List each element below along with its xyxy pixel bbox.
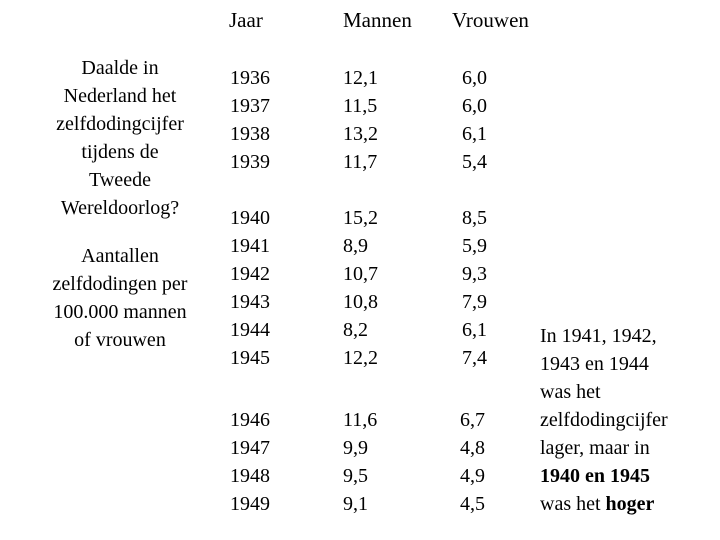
question-line: Tweede bbox=[89, 169, 151, 191]
question-text bbox=[28, 54, 212, 222]
men-cell: 13,2 bbox=[343, 123, 378, 145]
note-bold-hoger: hoger bbox=[605, 493, 655, 515]
year-cell: 1942 bbox=[230, 263, 270, 285]
women-cell: 4,9 bbox=[460, 465, 485, 487]
question-line: tijdens de bbox=[81, 141, 159, 163]
men-cell: 11,7 bbox=[343, 151, 378, 173]
women-cell: 9,3 bbox=[462, 263, 487, 285]
caption-line: 100.000 mannen bbox=[53, 301, 187, 323]
men-cell: 15,2 bbox=[343, 207, 378, 229]
question-line: Wereldoorlog? bbox=[60, 197, 180, 219]
women-cell: 8,5 bbox=[462, 207, 487, 229]
women-cell: 7,9 bbox=[462, 291, 487, 313]
men-cell: 12,1 bbox=[343, 67, 378, 89]
year-cell: 1936 bbox=[230, 67, 270, 89]
side-note bbox=[540, 322, 710, 518]
women-cell: 5,4 bbox=[462, 151, 487, 173]
women-cell: 6,0 bbox=[462, 67, 487, 89]
question-line: Nederland het bbox=[63, 85, 177, 107]
men-cell: 9,9 bbox=[343, 437, 368, 459]
question-line: Daalde in bbox=[81, 57, 159, 79]
women-group-3 bbox=[460, 406, 485, 518]
years-group-2 bbox=[230, 204, 270, 372]
men-group-2 bbox=[343, 204, 378, 372]
year-cell: 1937 bbox=[230, 95, 270, 117]
note-line: was het bbox=[540, 493, 606, 515]
men-cell: 10,7 bbox=[343, 263, 378, 285]
year-cell: 1941 bbox=[230, 235, 270, 257]
women-cell: 6,1 bbox=[462, 319, 487, 341]
years-group-3 bbox=[230, 406, 270, 518]
header-year: Jaar bbox=[229, 8, 263, 32]
men-cell: 12,2 bbox=[343, 347, 378, 369]
note-line: 1943 en 1944 bbox=[540, 353, 649, 375]
note-line: was het bbox=[540, 381, 601, 403]
women-cell: 5,9 bbox=[462, 235, 487, 257]
men-cell: 8,2 bbox=[343, 319, 368, 341]
men-cell: 11,5 bbox=[343, 95, 378, 117]
header-women: Vrouwen bbox=[452, 8, 529, 32]
women-cell: 4,5 bbox=[460, 493, 485, 515]
women-cell: 6,1 bbox=[462, 123, 487, 145]
year-cell: 1943 bbox=[230, 291, 270, 313]
men-cell: 11,6 bbox=[343, 409, 378, 431]
year-cell: 1947 bbox=[230, 437, 270, 459]
men-cell: 8,9 bbox=[343, 235, 368, 257]
year-cell: 1946 bbox=[230, 409, 270, 431]
note-line: lager, maar in bbox=[540, 437, 650, 459]
caption-line: zelfdodingen per bbox=[52, 273, 188, 295]
note-line: zelfdodingcijfer bbox=[540, 409, 668, 431]
men-cell: 9,1 bbox=[343, 493, 368, 515]
year-cell: 1940 bbox=[230, 207, 270, 229]
men-cell: 10,8 bbox=[343, 291, 378, 313]
year-cell: 1945 bbox=[230, 347, 270, 369]
women-cell: 6,0 bbox=[462, 95, 487, 117]
women-group-1 bbox=[462, 64, 487, 176]
question-line: zelfdodingcijfer bbox=[56, 113, 184, 135]
women-group-2 bbox=[462, 204, 487, 372]
men-group-1 bbox=[343, 64, 378, 176]
note-line: In 1941, 1942, bbox=[540, 325, 657, 347]
note-bold-years: 1940 en 1945 bbox=[540, 465, 650, 487]
year-cell: 1938 bbox=[230, 123, 270, 145]
years-group-1 bbox=[230, 64, 270, 176]
year-cell: 1944 bbox=[230, 319, 270, 341]
caption-line: of vrouwen bbox=[74, 329, 166, 351]
women-cell: 6,7 bbox=[460, 409, 485, 431]
caption-text bbox=[28, 242, 212, 354]
year-cell: 1948 bbox=[230, 465, 270, 487]
header-men: Mannen bbox=[343, 8, 412, 32]
women-cell: 7,4 bbox=[462, 347, 487, 369]
year-cell: 1949 bbox=[230, 493, 270, 515]
year-cell: 1939 bbox=[230, 151, 270, 173]
caption-line: Aantallen bbox=[81, 245, 159, 267]
men-cell: 9,5 bbox=[343, 465, 368, 487]
men-group-3 bbox=[343, 406, 377, 518]
women-cell: 4,8 bbox=[460, 437, 485, 459]
